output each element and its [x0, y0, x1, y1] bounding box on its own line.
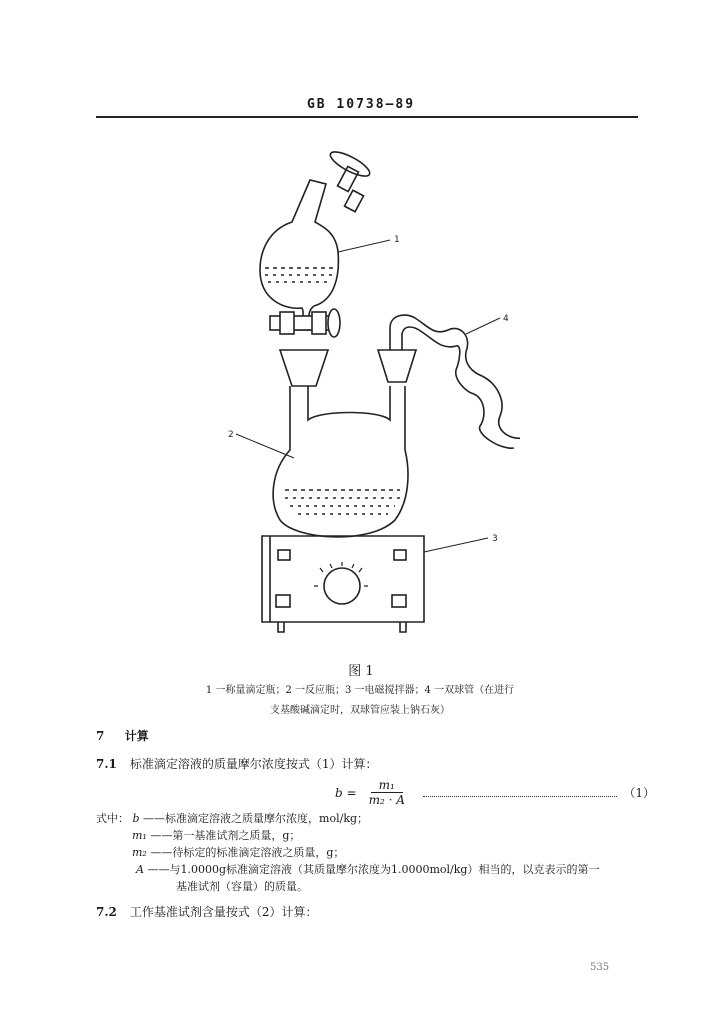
- figure-title: 图 1: [348, 664, 374, 679]
- equation-leader-dots: [423, 796, 617, 797]
- symbol-m2: m₂: [132, 846, 147, 859]
- equation-1: [335, 778, 655, 807]
- figure-caption-line-1: 1 一称量滴定瓶；2 一反应瓶；3 一电磁搅拌器；4 一双球管（在进行: [205, 685, 515, 696]
- subsection-number: 7.2: [96, 905, 117, 919]
- header-rule: [96, 116, 638, 118]
- definition-A-text-1: ——与1.0000g标准滴定溶液（其质量摩尔浓度为1.0000mol/kg）相当的，以克表示的第一: [147, 863, 600, 876]
- subsection-text: 标准滴定溶液的质量摩尔浓度按式（1）计算：: [129, 757, 378, 771]
- figure-caption-line-2: 支基酸碱滴定时，双球管应装上钠石灰）: [270, 705, 450, 716]
- equation-lhs: b =: [335, 785, 357, 800]
- symbol-A: A: [136, 863, 144, 876]
- subsection-number: 7.1: [96, 757, 117, 771]
- figure-label-3: 3: [492, 534, 498, 544]
- definition-m2: [96, 844, 599, 861]
- definition-m1-text: ——第一基准试剂之质量，g；: [150, 829, 301, 842]
- leader-lines: [236, 240, 500, 552]
- definition-A: [96, 861, 599, 878]
- equation-numerator: m₁: [371, 778, 403, 793]
- section-heading: [96, 727, 149, 744]
- double-bulb-tube: [390, 315, 520, 448]
- apparatus-figure: [210, 140, 520, 640]
- figure-label-1: 1: [394, 235, 400, 245]
- subsection-7-2: [96, 903, 317, 920]
- weighing-titration-flask: [260, 147, 373, 337]
- equation-fraction: [361, 778, 413, 807]
- magnetic-stirrer: [262, 536, 424, 632]
- definition-A-text-2: 基准试剂（容量）的质量。: [176, 880, 308, 893]
- equation-denominator: m₂ · A: [368, 793, 405, 807]
- figure-label-2: 2: [228, 430, 234, 440]
- definition-m2-text: ——待标定的标准滴定溶液之质量，g；: [150, 846, 345, 859]
- definitions-block: [96, 810, 599, 895]
- subsection-text: 工作基准试剂含量按式（2）计算：: [129, 905, 318, 919]
- definition-m1: [96, 827, 599, 844]
- figure-caption: [150, 681, 570, 721]
- section-number: 7: [96, 729, 105, 743]
- page-number: 535: [590, 962, 610, 973]
- equation-tag: （1）: [623, 786, 655, 800]
- reaction-flask: [273, 350, 416, 537]
- section-title: 计算: [124, 729, 149, 743]
- definition-b: [96, 810, 599, 827]
- figure-label-4: 4: [503, 314, 509, 324]
- definitions-intro: 式中：: [96, 812, 129, 825]
- symbol-m1: m₁: [132, 829, 147, 842]
- definition-b-text: ——标准滴定溶液之质量摩尔浓度，mol/kg；: [143, 812, 369, 825]
- definition-A-cont: [96, 878, 599, 895]
- subsection-7-1: [96, 755, 377, 772]
- symbol-b: b: [132, 812, 140, 825]
- document-header: GB 10738—89: [306, 97, 416, 112]
